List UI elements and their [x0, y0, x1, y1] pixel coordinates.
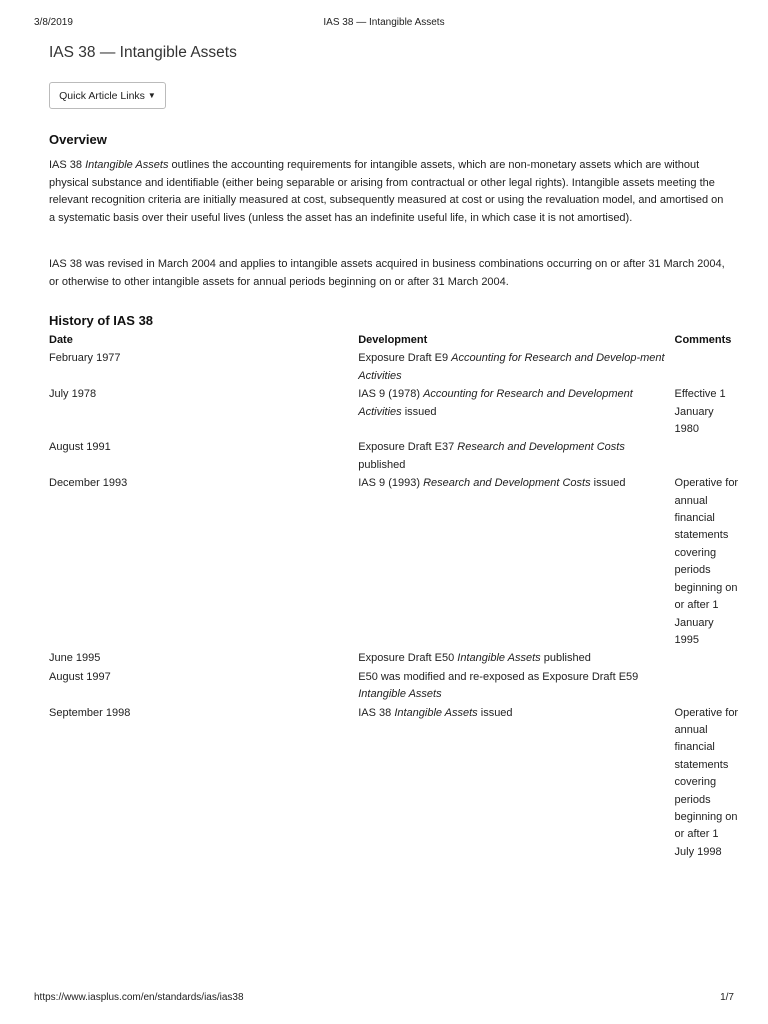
history-heading: History of IAS 38 [49, 313, 154, 328]
quick-article-links-button[interactable] [49, 82, 166, 109]
comments-cell: Operative for annual financial statements covering periods beginning on or after 1 July 1998 [674, 706, 739, 858]
comments-cell [675, 669, 739, 705]
development-cell: IAS 9 (1978) Accounting for Research and Development Activities issued [358, 388, 633, 418]
table-row [49, 439, 739, 475]
date-cell: July 1978 [49, 388, 97, 401]
table-row [49, 669, 739, 705]
date-cell: September 1998 [49, 706, 131, 719]
overview-heading: Overview [49, 132, 107, 147]
print-date: 3/8/2019 [34, 17, 73, 28]
comments-cell [675, 350, 739, 386]
column-header-comments: Comments [674, 334, 732, 346]
development-cell: E50 was modified and re-exposed as Exposure Draft E59 Intangible Assets [358, 670, 639, 701]
date-cell: August 1997 [49, 670, 111, 683]
date-cell: February 1977 [49, 352, 121, 365]
comments-cell: Operative for annual financial statements covering periods beginning on or after 1 January 1995 [674, 477, 739, 646]
print-header [0, 17, 768, 31]
overview-paragraph-1: IAS 38 Intangible Assets outlines the accounting requirements for intangible assets, which are non-monetary assets which are without physical substance and identifiable (either being separable or arising from contractual or other legal rights). Intangible assets meeting the relevant recognition criteria are initially measured at cost, subsequently measured at cost or using the revaluation model, and amortised on a systematic basis over their useful lives (unless the asset has an indefinite useful life, in which case it is not amortised). [49, 159, 724, 224]
table-row [49, 475, 739, 650]
page-number: 1/7 [720, 992, 734, 1003]
page-title: IAS 38 — Intangible Assets [49, 44, 237, 61]
development-cell: IAS 38 Intangible Assets issued [358, 706, 513, 719]
development-cell: IAS 9 (1993) Research and Development Costs issued [358, 477, 626, 490]
page-url: https://www.iasplus.com/en/standards/ias/ias38 [34, 992, 244, 1003]
table-row [49, 386, 739, 439]
table-row [49, 705, 739, 863]
table-row [49, 350, 739, 386]
column-header-development: Development [358, 334, 428, 346]
history-table-header-row [49, 332, 739, 350]
overview-paragraph-2: IAS 38 was revised in March 2004 and applies to intangible assets acquired in business combinations occurring on or after 31 March 2004, or otherwise to other intangible assets for annual periods beginning on or after 31 March 2004. [49, 258, 725, 288]
history-table [49, 332, 739, 862]
development-cell: Exposure Draft E37 Research and Development Costs published [358, 441, 625, 471]
comments-cell [675, 439, 739, 475]
date-cell: December 1993 [49, 477, 128, 490]
development-cell: Exposure Draft E9 Accounting for Research and Develop-ment Activities [358, 352, 665, 382]
development-cell: Exposure Draft E50 Intangible Assets published [358, 652, 591, 665]
date-cell: June 1995 [49, 652, 101, 665]
quick-article-links-label: Quick Article Links [59, 89, 145, 102]
comments-cell: Effective 1 January 1980 [674, 388, 726, 436]
column-header-date: Date [49, 334, 73, 346]
caret-down-icon: ▼ [147, 91, 156, 100]
date-cell: August 1991 [49, 441, 111, 454]
comments-cell [675, 650, 739, 668]
print-doc-title: IAS 38 — Intangible Assets [323, 17, 445, 28]
table-row [49, 650, 739, 668]
